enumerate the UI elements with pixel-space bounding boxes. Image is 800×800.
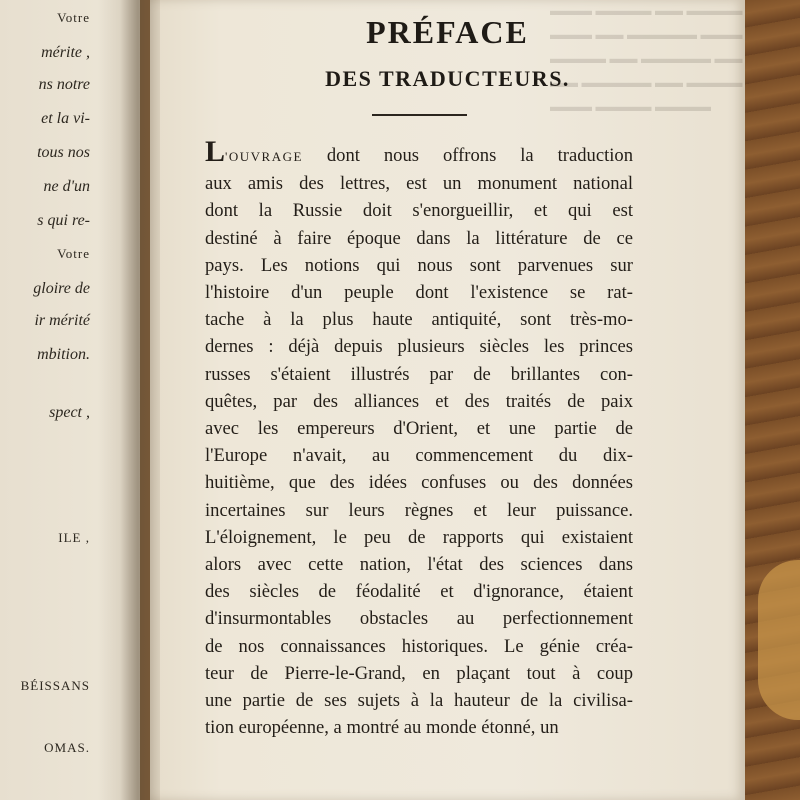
left-page-fragment: ILE , [58,530,90,545]
left-page-fragment: spect , [49,404,90,421]
left-page-fragment: OMAS. [44,740,90,755]
left-page-fragment: ir mérité [34,312,90,329]
body-line: L'éloignement, le peu de rapports qui existaient [205,526,633,548]
left-page-fragment: gloire de [33,280,90,297]
drop-cap: L [205,135,226,168]
preface-body [205,135,633,741]
left-page-fragment: Votre [57,246,90,261]
page-subtitle: DES TRADUCTEURS. [325,66,570,91]
first-word-small-caps: 'OUVRAGE [225,149,303,164]
body-line: aux amis des lettres, est un monument national [205,173,633,195]
body-line: d'insurmontables obstacles au perfectionnement [205,608,633,630]
body-line: une partie de ses sujets à la hauteur de la civilisa- [205,690,633,712]
body-line: des siècles de féodalité et d'ignorance, étaient [205,581,633,603]
body-line: dernes : déjà depuis plusieurs siècles les princes [205,336,633,358]
body-line: l'histoire d'un peuple dont l'existence se rat- [205,282,633,304]
body-line: huitième, que des idées confuses ou des données [205,472,633,494]
book-gutter-shadow [120,0,160,800]
left-page-fragment: s qui re- [37,212,90,229]
left-page-fragment: BÉISSANS [20,678,90,693]
body-line: incertaines sur leurs règnes et leur puissance. [205,499,633,521]
body-line: teur de Pierre-le-Grand, en plaçant tout à coup [205,662,633,684]
left-page-fragment: et la vi- [41,110,90,127]
body-line-first [205,135,633,170]
title-rule [372,114,467,116]
left-page-fragment: ne d'un [43,178,90,195]
left-page-fragment: Votre [57,10,90,25]
left-page-fragment: mérite , [41,44,90,61]
left-page [0,0,140,800]
body-line: de nos connaissances historiques. Le génie créa- [205,635,633,657]
show-through-text: ▬▬▬ ▬▬▬▬ ▬▬ ▬▬▬▬ ▬▬▬ ▬▬ ▬▬▬▬▬ ▬▬▬ ▬▬▬▬ ▬▬ ▬▬▬▬▬ ▬▬ ▬▬ ▬▬▬▬▬ ▬▬ ▬▬▬▬ ▬▬▬ ▬▬▬▬ ▬▬▬▬ [550,4,743,115]
left-page-fragment: mbition. [37,346,90,363]
body-line: alors avec cette nation, l'état des sciences dans [205,554,633,576]
left-page-fragment: tous nos [37,144,90,161]
body-line: pays. Les notions qui nous sont parvenues sur [205,254,633,276]
body-line: tache à la plus haute antiquité, sont très-mo- [205,309,633,331]
body-line: tion européenne, a montré au monde étonné, un [205,717,559,739]
body-line: destiné à faire époque dans la littérature de ce [205,227,633,249]
page-title: PRÉFACE [366,14,529,50]
body-line: l'Europe n'avait, au commencement du dix- [205,445,633,467]
body-line: quêtes, par des alliances et des traités de paix [205,390,633,412]
body-line: dont la Russie doit s'enorgueillir, et qui est [205,200,633,222]
left-page-fragment: ns notre [38,76,90,93]
first-line-rest: dont nous offrons la traduction [302,145,633,166]
body-line: avec les empereurs d'Orient, et une partie de [205,418,633,440]
table-inlay [758,560,800,720]
body-line: russes s'étaient illustrés par de brillantes con- [205,363,633,385]
